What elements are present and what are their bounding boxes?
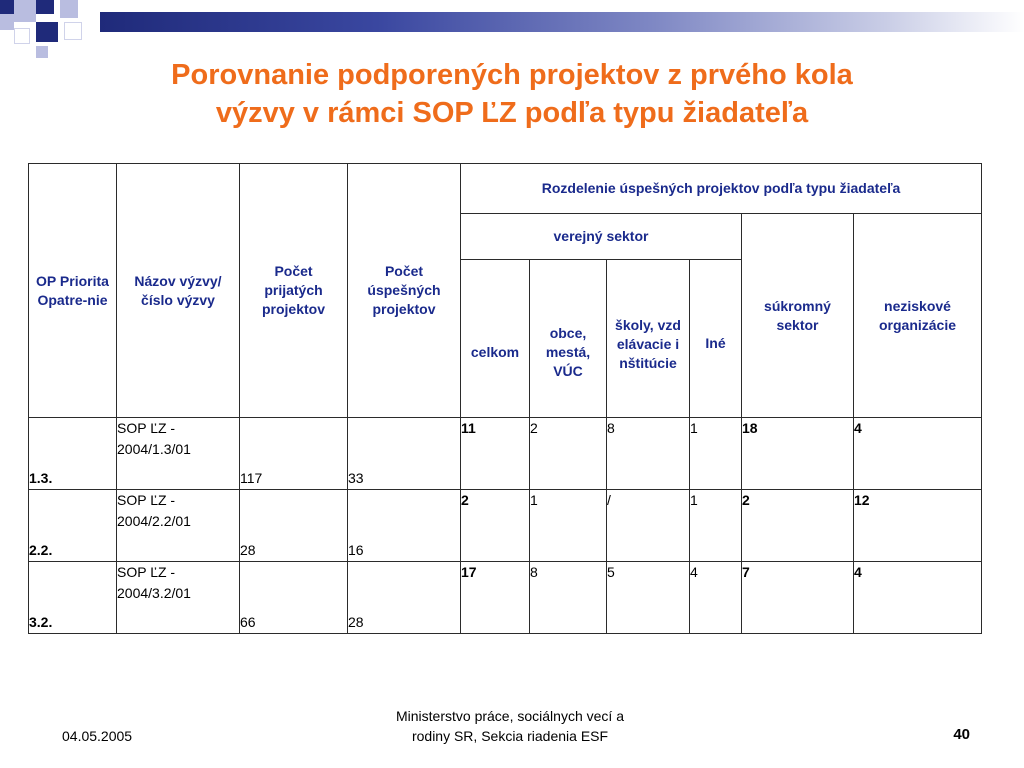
cell-nazov: SOP ĽZ - 2004/2.2/01 [117,490,240,562]
header-celkom: celkom [461,260,530,418]
cell-celkom: 17 [461,562,530,634]
cell-obce: 1 [530,490,607,562]
cell-neziskove: 4 [854,562,982,634]
cell-ine: 1 [690,418,742,490]
cell-sukromny: 7 [742,562,854,634]
table-row [29,490,982,562]
cell-nazov: SOP ĽZ - 2004/3.2/01 [117,562,240,634]
cell-skoly: / [607,490,690,562]
header-skoly: školy, vzdelávacie inštitúcie [607,260,690,418]
projects-table [28,163,982,634]
header-uspesnych: Počet úspešných projektov [348,164,461,418]
cell-prijatych: 117 [240,418,348,490]
cell-obce: 8 [530,562,607,634]
header-neziskove: neziskové organizácie [854,214,982,418]
slide-title-line2: výzvy v rámci SOP ĽZ podľa typu žiadateľa [215,97,809,129]
cell-ine: 1 [690,490,742,562]
table-row [29,418,982,490]
cell-sukromny: 18 [742,418,854,490]
cell-neziskove: 4 [854,418,982,490]
cell-celkom: 2 [461,490,530,562]
header-ine: Iné [690,260,742,418]
cell-neziskove: 12 [854,490,982,562]
header-verejny: verejný sektor [461,214,742,260]
cell-nazov: SOP ĽZ - 2004/1.3/01 [117,418,240,490]
cell-uspesnych: 28 [348,562,461,634]
header-prijatych: Počet prijatých projektov [240,164,348,418]
cell-ine: 4 [690,562,742,634]
cell-sukromny: 2 [742,490,854,562]
page-number: 40 [953,726,970,743]
cell-op: 1.3. [29,418,117,490]
cell-prijatych: 66 [240,562,348,634]
footer-organization [350,706,670,746]
table-row [29,562,982,634]
cell-skoly: 5 [607,562,690,634]
header-rozdelenie: Rozdelenie úspešných projektov podľa typu žiadateľa [461,164,982,214]
header-obce: obce, mestá, VÚC [530,260,607,418]
footer-org-line2: rodiny SR, Sekcia riadenia ESF [411,728,609,744]
cell-skoly: 8 [607,418,690,490]
cell-obce: 2 [530,418,607,490]
header-sukromny: súkromný sektor [742,214,854,418]
cell-prijatych: 28 [240,490,348,562]
header-op: OP Priorita Opatre-nie [29,164,117,418]
cell-celkom: 11 [461,418,530,490]
cell-uspesnych: 16 [348,490,461,562]
cell-op: 3.2. [29,562,117,634]
header-nazov: Názov výzvy/ číslo výzvy [117,164,240,418]
slide-title-line1: Porovnanie podporených projektov z prvého kola [171,59,853,91]
footer-org-line1: Ministerstvo práce, sociálnych vecí a [396,708,624,724]
slide-title [60,56,964,132]
footer-date: 04.05.2005 [62,728,133,744]
header-gradient-bar [100,12,1024,32]
cell-uspesnych: 33 [348,418,461,490]
cell-op: 2.2. [29,490,117,562]
